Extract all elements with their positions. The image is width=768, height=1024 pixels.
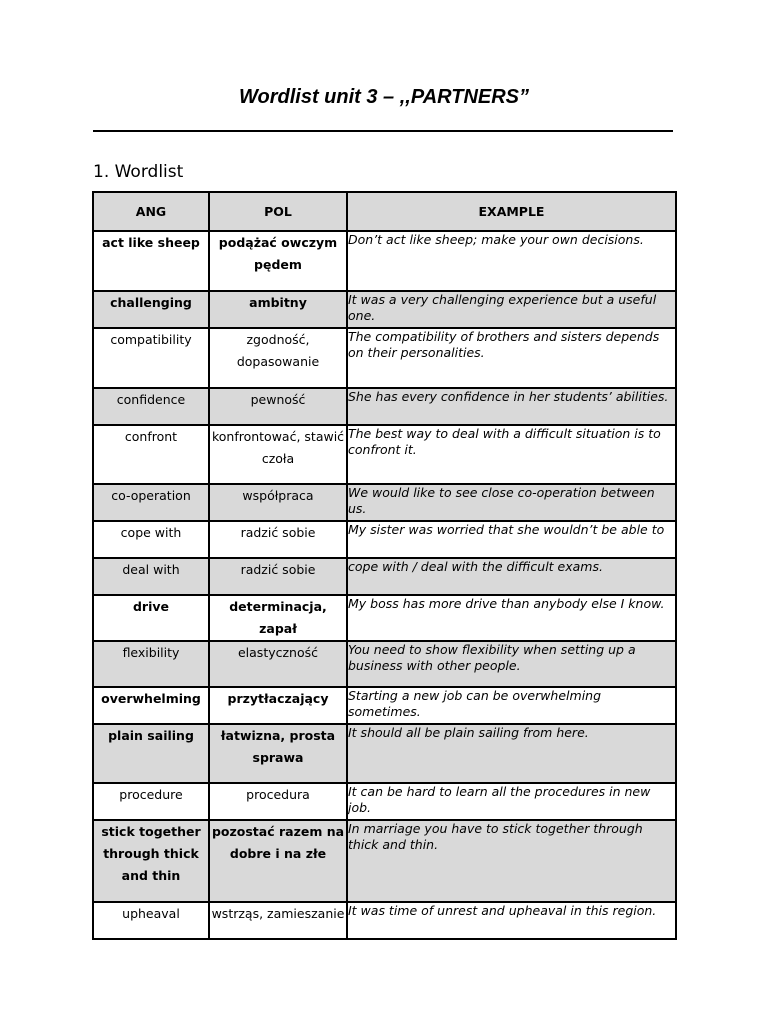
word-example: The compatibility of brothers and sisters depends on their personalities. <box>347 328 676 388</box>
table-row <box>93 558 676 595</box>
table-row <box>93 820 676 902</box>
table-row <box>93 595 676 641</box>
table-row <box>93 484 676 521</box>
word-ang: confidence <box>93 388 209 425</box>
title-divider <box>93 130 673 132</box>
word-ang: compatibility <box>93 328 209 388</box>
column-header-example: EXAMPLE <box>347 192 676 231</box>
word-ang: procedure <box>93 783 209 820</box>
word-example: Don’t act like sheep; make your own decisions. <box>347 231 676 291</box>
word-example: My boss has more drive than anybody else I know. <box>347 595 676 641</box>
word-pol: łatwizna, prosta sprawa <box>209 724 347 783</box>
word-pol: pozostać razem na dobre i na złe <box>209 820 347 902</box>
word-ang: stick together through thick and thin <box>93 820 209 902</box>
word-ang: cope with <box>93 521 209 558</box>
table-row <box>93 902 676 939</box>
word-ang: plain sailing <box>93 724 209 783</box>
word-example: It should all be plain sailing from here. <box>347 724 676 783</box>
word-example: In marriage you have to stick together through thick and thin. <box>347 820 676 902</box>
word-ang: upheaval <box>93 902 209 939</box>
table-row <box>93 641 676 687</box>
document-title: Wordlist unit 3 – ,,PARTNERS” <box>238 86 530 108</box>
table-header-row <box>93 192 676 231</box>
column-header-pol: POL <box>209 192 347 231</box>
word-pol: wstrząs, zamieszanie <box>209 902 347 939</box>
word-pol: procedura <box>209 783 347 820</box>
table-row <box>93 388 676 425</box>
word-pol: zgodność, dopasowanie <box>209 328 347 388</box>
word-ang: deal with <box>93 558 209 595</box>
table-row <box>93 425 676 484</box>
word-pol: elastyczność <box>209 641 347 687</box>
word-example: She has every confidence in her students’ abilities. <box>347 388 676 425</box>
table-row <box>93 521 676 558</box>
word-pol: radzić sobie <box>209 521 347 558</box>
word-pol: współpraca <box>209 484 347 521</box>
table-row <box>93 687 676 724</box>
word-ang: co-operation <box>93 484 209 521</box>
word-pol: konfrontować, stawić czoła <box>209 425 347 484</box>
word-ang: confront <box>93 425 209 484</box>
word-pol: determinacja, zapał <box>209 595 347 641</box>
word-example: We would like to see close co-operation between us. <box>347 484 676 521</box>
word-ang: act like sheep <box>93 231 209 291</box>
word-ang: drive <box>93 595 209 641</box>
word-ang: overwhelming <box>93 687 209 724</box>
word-pol: przytłaczający <box>209 687 347 724</box>
word-pol: pewność <box>209 388 347 425</box>
word-ang: challenging <box>93 291 209 328</box>
section-heading: 1. Wordlist <box>93 162 184 182</box>
word-example: It was time of unrest and upheaval in this region. <box>347 902 676 939</box>
word-example: You need to show flexibility when setting up a business with other people. <box>347 641 676 687</box>
column-header-ang: ANG <box>93 192 209 231</box>
word-pol: radzić sobie <box>209 558 347 595</box>
table-row <box>93 783 676 820</box>
word-example: My sister was worried that she wouldn’t be able to <box>347 521 676 558</box>
word-example: Starting a new job can be overwhelming sometimes. <box>347 687 676 724</box>
word-example: It was a very challenging experience but a useful one. <box>347 291 676 328</box>
table-row <box>93 291 676 328</box>
word-example: cope with / deal with the difficult exams. <box>347 558 676 595</box>
word-pol: podążać owczym pędem <box>209 231 347 291</box>
word-pol: ambitny <box>209 291 347 328</box>
table-row <box>93 328 676 388</box>
wordlist-table <box>92 191 677 940</box>
table-row <box>93 231 676 291</box>
word-ang: flexibility <box>93 641 209 687</box>
table-row <box>93 724 676 783</box>
word-example: The best way to deal with a difficult situation is to confront it. <box>347 425 676 484</box>
word-example: It can be hard to learn all the procedures in new job. <box>347 783 676 820</box>
